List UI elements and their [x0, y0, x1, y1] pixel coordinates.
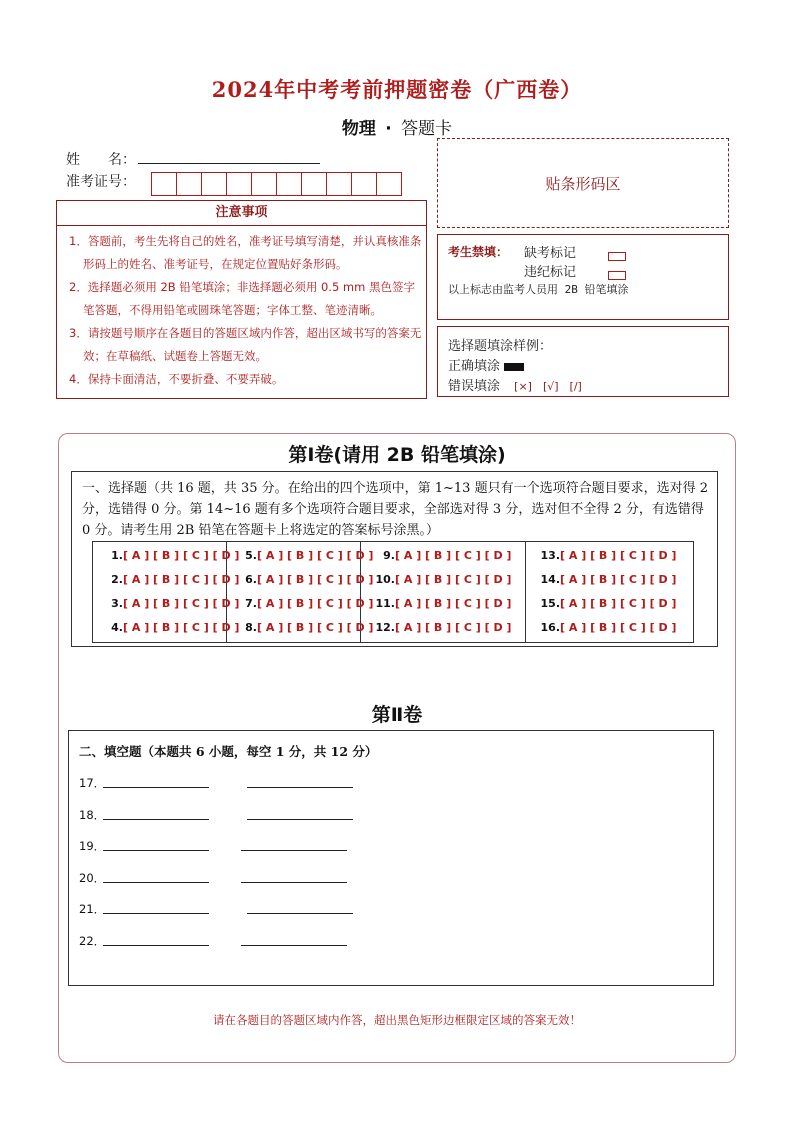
- id-digit-box[interactable]: [301, 172, 327, 196]
- answer-options[interactable]: [ A ] [ B ] [ C ] [ D ]: [123, 597, 240, 610]
- choice-question-row[interactable]: [526, 592, 693, 616]
- question-number: 1.: [111, 549, 123, 562]
- barcode-label: 贴条形码区: [545, 174, 621, 193]
- choice-question-row[interactable]: [361, 616, 525, 640]
- subject-label: 物理: [341, 119, 376, 139]
- id-label: 准考证号：: [66, 174, 136, 190]
- choice-question-row[interactable]: [526, 568, 693, 592]
- answer-options[interactable]: [ A ] [ B ] [ C ] [ D ]: [123, 549, 240, 562]
- answer-options[interactable]: [ A ] [ B ] [ C ] [ D ]: [123, 573, 240, 586]
- card-label: 答题卡: [401, 119, 453, 139]
- choice-question-row[interactable]: [93, 544, 240, 568]
- id-number-boxes[interactable]: [151, 172, 401, 196]
- answer-options[interactable]: [ A ] [ B ] [ C ] [ D ]: [257, 597, 374, 610]
- answer-blank-line[interactable]: [103, 819, 209, 820]
- violation-label: 违纪标记: [524, 265, 577, 280]
- wrong-fill-row: [448, 375, 582, 394]
- answer-blank-line[interactable]: [241, 850, 347, 851]
- answer-blank-line[interactable]: [103, 882, 209, 883]
- question-number: 11.: [375, 597, 395, 610]
- question-number: 12.: [375, 621, 395, 634]
- choice-question-row[interactable]: [361, 568, 525, 592]
- answer-blank-line[interactable]: [241, 882, 347, 883]
- id-digit-box[interactable]: [226, 172, 252, 196]
- answer-options[interactable]: [ A ] [ B ] [ C ] [ D ]: [395, 549, 512, 562]
- choice-question-row[interactable]: [361, 544, 525, 568]
- fill-question-number: 17．: [79, 776, 106, 790]
- answer-options[interactable]: [ A ] [ B ] [ C ] [ D ]: [395, 573, 512, 586]
- fill-question-number: 22．: [79, 933, 106, 948]
- answer-blank-line[interactable]: [103, 850, 209, 851]
- fill-question-number: 19．: [79, 839, 106, 853]
- correct-fill-row: [448, 355, 524, 374]
- card-subtitle: [0, 114, 794, 139]
- notice-item: 4．保持卡面清洁，不要折叠、不要弄破。: [69, 372, 284, 386]
- answer-options[interactable]: [ A ] [ B ] [ C ] [ D ]: [560, 573, 677, 586]
- question-number: 8.: [245, 621, 257, 634]
- choice-column: [93, 542, 240, 642]
- fill-blank-section: [68, 730, 714, 986]
- choice-question-row[interactable]: [93, 592, 240, 616]
- answer-blank-line[interactable]: [247, 913, 353, 914]
- question-number: 2.: [111, 573, 123, 586]
- answer-options[interactable]: [ A ] [ B ] [ C ] [ D ]: [123, 621, 240, 634]
- question-number: 3.: [111, 597, 123, 610]
- notice-item: 1．答题前，考生先将自己的姓名，准考证号填写清楚，并认真核准条形码上的姓名、准考证号，在规定位置贴好条形码。: [69, 234, 422, 271]
- question-number: 10.: [375, 573, 395, 586]
- id-digit-box[interactable]: [176, 172, 202, 196]
- wrong-fill-label: 错误填涂: [448, 379, 501, 394]
- choice-question-row[interactable]: [227, 568, 374, 592]
- id-digit-box[interactable]: [326, 172, 352, 196]
- answer-options[interactable]: [ A ] [ B ] [ C ] [ D ]: [560, 597, 677, 610]
- absent-mark[interactable]: [608, 246, 626, 265]
- id-digit-box[interactable]: [276, 172, 302, 196]
- choice-question-row[interactable]: [93, 568, 240, 592]
- notice-item: 3．请按题号顺序在各题目的答题区域内作答，超出区域书写的答案无效；在草稿纸、试题卷上答题无效。: [69, 326, 422, 363]
- question-number: 4.: [111, 621, 123, 634]
- forbidden-label: 考生禁填：: [448, 245, 509, 259]
- choice-column: [361, 542, 526, 642]
- question-number: 13.: [540, 549, 561, 562]
- question-number: 5.: [245, 549, 257, 562]
- choice-section: [71, 471, 718, 647]
- answer-options[interactable]: [ A ] [ B ] [ C ] [ D ]: [257, 549, 374, 562]
- answer-blank-line[interactable]: [241, 945, 347, 946]
- answer-blank-line[interactable]: [103, 787, 209, 788]
- choice-question-row[interactable]: [93, 616, 240, 640]
- choice-question-row[interactable]: [227, 544, 374, 568]
- filled-mark-icon: [504, 363, 524, 371]
- choice-column: [526, 542, 693, 642]
- footer-warning: 请在各题目的答题区域内作答，超出黑色矩形边框限定区域的答案无效！: [213, 1013, 581, 1027]
- choice-grid: [92, 541, 694, 643]
- question-number: 6.: [245, 573, 257, 586]
- absent-label: 缺考标记: [524, 246, 577, 261]
- choice-question-row[interactable]: [227, 592, 374, 616]
- notice-box: [56, 200, 427, 399]
- answer-options[interactable]: [ A ] [ B ] [ C ] [ D ]: [560, 621, 677, 634]
- id-digit-box[interactable]: [151, 172, 177, 196]
- barcode-area: [437, 138, 729, 228]
- answer-options[interactable]: [ A ] [ B ] [ C ] [ D ]: [395, 597, 512, 610]
- fill-question-number: 20．: [79, 870, 106, 885]
- choice-question-row[interactable]: [361, 592, 525, 616]
- id-digit-box[interactable]: [376, 172, 402, 196]
- fill-sample-title: 选择题填涂样例：: [448, 339, 553, 354]
- id-digit-box[interactable]: [201, 172, 227, 196]
- fill-blank-instructions: 二、填空题（本题共 6 小题，每空 1 分，共 12 分）: [79, 744, 378, 759]
- name-label: 姓 名：: [66, 152, 136, 168]
- answer-options[interactable]: [ A ] [ B ] [ C ] [ D ]: [257, 573, 374, 586]
- answer-options[interactable]: [ A ] [ B ] [ C ] [ D ]: [257, 621, 374, 634]
- forbidden-note: 以上标志由监考人员用 2B 铅笔填涂: [448, 283, 629, 296]
- choice-column: [227, 542, 374, 642]
- id-digit-box[interactable]: [351, 172, 377, 196]
- choice-question-row[interactable]: [526, 616, 693, 640]
- fill-sample-box: [437, 326, 729, 397]
- answer-blank-line[interactable]: [247, 787, 353, 788]
- fill-question-number: 18．: [79, 807, 106, 822]
- question-number: 16.: [540, 621, 561, 634]
- question-number: 14.: [540, 573, 561, 586]
- question-number: 15.: [540, 597, 561, 610]
- exam-title: 2024年中考考前押题密卷（广西卷）: [211, 77, 583, 102]
- choice-question-row[interactable]: [526, 544, 693, 568]
- fill-question-number: 21．: [79, 902, 106, 916]
- answer-blank-line[interactable]: [247, 819, 353, 820]
- choice-question-row[interactable]: [227, 616, 374, 640]
- notice-item: 2．选择题必须用 2B 铅笔填涂；非选择题必须用 0.5 mm 黑色签字笔答题，不得用铅笔或圆珠笔答题；字体工整、笔迹清晰。: [69, 280, 415, 317]
- answer-blank-line[interactable]: [103, 945, 209, 946]
- name-field[interactable]: [138, 163, 320, 164]
- question-number: 7.: [245, 597, 257, 610]
- wrong-marks: [×] [√] [/]: [514, 380, 582, 393]
- part1-title: 第Ⅰ卷(请用 2B 铅笔填涂): [288, 444, 506, 466]
- question-number: 9.: [383, 549, 395, 562]
- part2-title: 第Ⅱ卷: [371, 704, 423, 726]
- notice-heading: 注意事项: [57, 201, 426, 226]
- subtitle-dot: ·: [385, 119, 392, 139]
- choice-instructions: 一、选择题（共 16 题，共 35 分。在给出的四个选项中，第 1~13 题只有一个选项符合题目要求，选对得 2 分，选错得 0 分。第 14~16 题有多个选项符合题目要求，全部选对得 3 分，选对但不全得 2 分，有选错得 0 分。请考生用 2B 铅笔在答题卡上将选定的答案标号涂黑。）: [82, 481, 708, 538]
- answer-blank-line[interactable]: [103, 913, 209, 914]
- answer-options[interactable]: [ A ] [ B ] [ C ] [ D ]: [560, 549, 677, 562]
- correct-fill-label: 正确填涂: [448, 359, 501, 374]
- id-digit-box[interactable]: [251, 172, 277, 196]
- answer-options[interactable]: [ A ] [ B ] [ C ] [ D ]: [395, 621, 512, 634]
- forbidden-box: [437, 234, 729, 320]
